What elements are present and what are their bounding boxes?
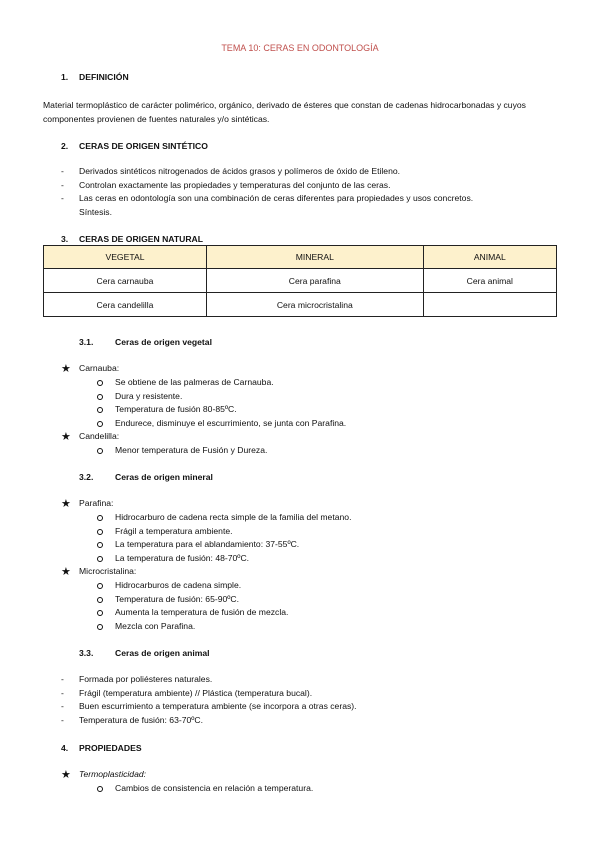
definition-paragraph: Material termoplástico de carácter polimérico, orgánico, derivado de ésteres que constan de cadenas hidrocarbonadas y cuyos componentes provienen de fuentes naturales y/o sintéticas. (43, 100, 526, 124)
carnauba-list (97, 376, 346, 430)
circle-bullet-icon (97, 394, 103, 400)
circle-bullet-icon (97, 597, 103, 603)
list-item: Hidrocarburos de cadena simple. (97, 579, 288, 593)
circle-bullet-icon (97, 529, 103, 535)
circle-bullet-icon (97, 407, 103, 413)
section-3-2-number: 3.2. (79, 472, 94, 482)
natural-waxes-table (43, 245, 557, 317)
circle-bullet-icon (97, 380, 103, 386)
table-header-row (44, 246, 557, 269)
page-title: TEMA 10: CERAS EN ODONTOLOGÍA (221, 43, 379, 53)
list-item: Síntesis. (79, 207, 112, 218)
circle-bullet-icon (97, 556, 103, 562)
section-3-number: 3. (61, 234, 69, 244)
list-item: La temperatura para el ablandamiento: 37-55ºC. (97, 538, 351, 552)
table-cell: Cera microcristalina (206, 293, 423, 317)
table-cell: Cera candelilla (44, 293, 207, 317)
section-3-3-heading: Ceras de origen animal (115, 648, 210, 658)
section-4-number: 4. (61, 743, 69, 753)
circle-bullet-icon (97, 583, 103, 589)
circle-bullet-icon (97, 542, 103, 548)
table-row (44, 293, 557, 317)
termoplasticidad-list (97, 782, 313, 796)
section-2-heading: CERAS DE ORIGEN SINTÉTICO (79, 141, 208, 151)
list-item: Temperatura de fusión: 65-90ºC. (97, 593, 288, 607)
list-item: - Frágil (temperatura ambiente) // Plástica (temperatura bucal). (61, 687, 357, 701)
list-item: Se obtiene de las palmeras de Carnauba. (97, 376, 346, 390)
table-row (44, 269, 557, 293)
list-item: Frágil a temperatura ambiente. (97, 525, 351, 539)
circle-bullet-icon (97, 610, 103, 616)
star-icon: ★ (61, 363, 71, 375)
synthetic-list (61, 165, 551, 220)
star-icon: ★ (61, 769, 71, 781)
circle-bullet-icon (97, 448, 103, 454)
list-item: Menor temperatura de Fusión y Dureza. (97, 444, 267, 458)
bullet-label: Microcristalina: (79, 566, 137, 576)
list-item: Aumenta la temperatura de fusión de mezcla. (97, 606, 288, 620)
list-item: Endurece, disminuye el escurrimiento, se junta con Parafina. (97, 417, 346, 431)
section-3-1-heading: Ceras de origen vegetal (115, 337, 212, 347)
list-item: - Las ceras en odontología son una combinación de ceras diferentes para propiedades y usos concretos. (61, 192, 551, 206)
circle-bullet-icon (97, 786, 103, 792)
column-header-mineral: MINERAL (206, 246, 423, 269)
table-cell: Cera animal (423, 269, 556, 293)
column-header-animal: ANIMAL (423, 246, 556, 269)
bullet-label: Candelilla: (79, 431, 120, 441)
section-3-1-number: 3.1. (79, 337, 94, 347)
candelilla-list (97, 444, 267, 458)
section-4-heading: PROPIEDADES (79, 743, 142, 753)
section-3-3-number: 3.3. (79, 648, 94, 658)
star-icon: ★ (61, 431, 71, 443)
section-1-number: 1. (61, 72, 69, 82)
animal-list (61, 673, 357, 728)
list-item: Dura y resistente. (97, 390, 346, 404)
list-item: Cambios de consistencia en relación a temperatura. (97, 782, 313, 796)
list-item: Temperatura de fusión 80-85ºC. (97, 403, 346, 417)
column-header-vegetal: VEGETAL (44, 246, 207, 269)
table-cell: Cera parafina (206, 269, 423, 293)
table-cell: Cera carnauba (44, 269, 207, 293)
microcristalina-list (97, 579, 288, 633)
section-2-number: 2. (61, 141, 69, 151)
section-1-heading: DEFINICIÓN (79, 72, 129, 82)
list-item: - Buen escurrimiento a temperatura ambiente (se incorpora a otras ceras). (61, 700, 357, 714)
list-item: - Temperatura de fusión: 63-70ºC. (61, 714, 357, 728)
bullet-label: Termoplasticidad: (79, 769, 147, 779)
list-item: - Controlan exactamente las propiedades y temperaturas del conjunto de las ceras. (61, 179, 551, 193)
bullet-label: Parafina: (79, 498, 114, 508)
table-cell (423, 293, 556, 317)
section-3-2-heading: Ceras de origen mineral (115, 472, 213, 482)
circle-bullet-icon (97, 624, 103, 630)
list-item: La temperatura de fusión: 48-70ºC. (97, 552, 351, 566)
section-3-heading: CERAS DE ORIGEN NATURAL (79, 234, 203, 244)
list-item: - Derivados sintéticos nitrogenados de ácidos grasos y polímeros de óxido de Etileno. (61, 165, 551, 179)
circle-bullet-icon (97, 515, 103, 521)
bullet-label: Carnauba: (79, 363, 120, 373)
star-icon: ★ (61, 566, 71, 578)
circle-bullet-icon (97, 421, 103, 427)
list-item: Hidrocarburo de cadena recta simple de la familia del metano. (97, 511, 351, 525)
star-icon: ★ (61, 498, 71, 510)
parafina-list (97, 511, 351, 565)
list-item: - Formada por poliésteres naturales. (61, 673, 357, 687)
list-item: Mezcla con Parafina. (97, 620, 288, 634)
